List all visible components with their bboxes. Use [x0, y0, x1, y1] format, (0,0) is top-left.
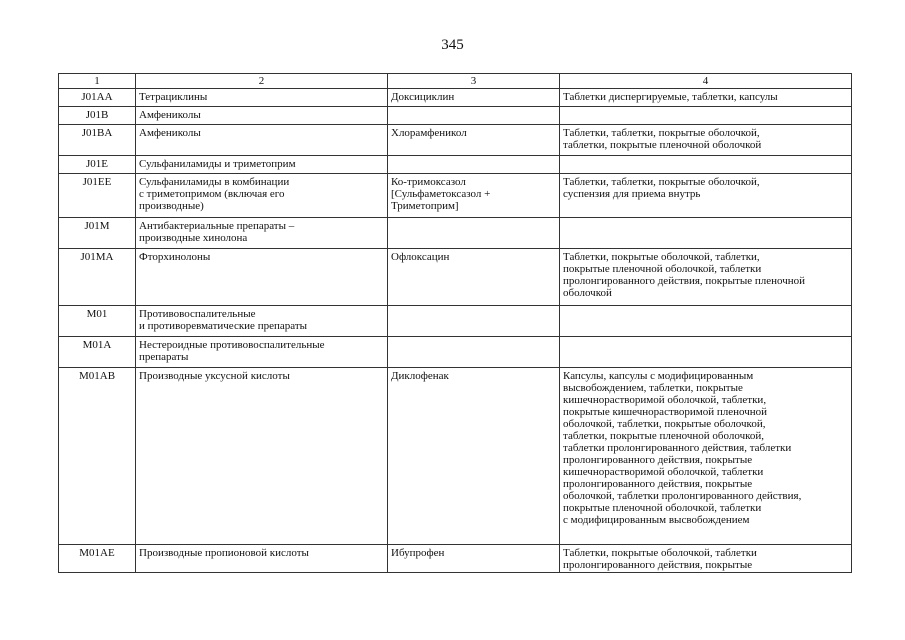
atc-code-cell: J01BA	[59, 125, 136, 156]
pharmacological-group-cell: Сульфаниламиды и триметоприм	[136, 156, 388, 174]
atc-code-cell: J01B	[59, 107, 136, 125]
header-cell-1: 1	[59, 74, 136, 89]
table-row	[59, 89, 852, 107]
table-row	[59, 545, 852, 573]
table-row	[59, 249, 852, 306]
pharmacological-group-cell: Амфениколы	[136, 125, 388, 156]
active-substance-cell	[388, 218, 560, 249]
pharmacological-group-cell: Антибактериальные препараты – производные хинолона	[136, 218, 388, 249]
table-row	[59, 368, 852, 545]
dosage-forms-cell	[560, 337, 852, 368]
atc-code-cell: M01AB	[59, 368, 136, 545]
active-substance-cell	[388, 107, 560, 125]
table-row	[59, 174, 852, 218]
atc-code-cell: M01	[59, 306, 136, 337]
table-header-row	[59, 74, 852, 89]
dosage-forms-cell	[560, 218, 852, 249]
pharmacological-group-cell: Тетрациклины	[136, 89, 388, 107]
active-substance-cell: Доксициклин	[388, 89, 560, 107]
active-substance-cell: Ко-тримоксазол [Сульфаметоксазол + Триметоприм]	[388, 174, 560, 218]
atc-code-cell: J01AA	[59, 89, 136, 107]
pharmacological-group-cell: Сульфаниламиды в комбинации с триметопримом (включая его производные)	[136, 174, 388, 218]
dosage-forms-cell: Таблетки диспергируемые, таблетки, капсулы	[560, 89, 852, 107]
table-row	[59, 125, 852, 156]
table-row	[59, 306, 852, 337]
atc-code-cell: J01E	[59, 156, 136, 174]
pharmacological-group-cell: Противовоспалительные и противоревматические препараты	[136, 306, 388, 337]
dosage-forms-cell: Таблетки, таблетки, покрытые оболочкой, суспензия для приема внутрь	[560, 174, 852, 218]
table-row	[59, 218, 852, 249]
atc-code-cell: M01AE	[59, 545, 136, 573]
header-cell-2: 2	[136, 74, 388, 89]
active-substance-cell: Диклофенак	[388, 368, 560, 545]
pharmacological-group-cell: Фторхинолоны	[136, 249, 388, 306]
active-substance-cell	[388, 156, 560, 174]
pharmacological-group-cell: Амфениколы	[136, 107, 388, 125]
active-substance-cell	[388, 306, 560, 337]
pharmacological-group-cell: Производные пропионовой кислоты	[136, 545, 388, 573]
atc-code-cell: M01A	[59, 337, 136, 368]
header-cell-3: 3	[388, 74, 560, 89]
dosage-forms-cell: Таблетки, покрытые оболочкой, таблетки пролонгированного действия, покрытые	[560, 545, 852, 573]
dosage-forms-cell	[560, 306, 852, 337]
active-substance-cell: Ибупрофен	[388, 545, 560, 573]
pharmacological-group-cell: Производные уксусной кислоты	[136, 368, 388, 545]
atc-code-cell: J01MA	[59, 249, 136, 306]
page-number: 345	[441, 37, 464, 53]
dosage-forms-cell: Таблетки, таблетки, покрытые оболочкой, таблетки, покрытые пленочной оболочкой	[560, 125, 852, 156]
atc-code-cell: J01EE	[59, 174, 136, 218]
dosage-forms-cell	[560, 156, 852, 174]
atc-code-cell: J01M	[59, 218, 136, 249]
drug-table-body	[59, 74, 852, 573]
active-substance-cell	[388, 337, 560, 368]
dosage-forms-cell	[560, 107, 852, 125]
table-row	[59, 107, 852, 125]
table-row	[59, 337, 852, 368]
pharmacological-group-cell: Нестероидные противовоспалительные препараты	[136, 337, 388, 368]
dosage-forms-cell: Таблетки, покрытые оболочкой, таблетки, покрытые пленочной оболочкой, таблетки пролонгированного действия, покрытые пленочной оболочкой	[560, 249, 852, 306]
active-substance-cell: Офлоксацин	[388, 249, 560, 306]
header-cell-4: 4	[560, 74, 852, 89]
dosage-forms-cell: Капсулы, капсулы с модифицированным высвобождением, таблетки, покрытые кишечнорастворимой оболочкой, таблетки, покрытые кишечнорастворимой пленочной оболочкой, таблетки, покрытые оболочкой, таблетки, покрытые пленочной оболочкой, таблетки пролонгированного действия, таблетки пролонгированного действия, покрытые кишечнорастворимой оболочкой, таблетки пролонгированного действия, покрытые оболочкой, таблетки пролонгированного действия, покрытые пленочной оболочкой, таблетки с модифицированным высвобождением	[560, 368, 852, 545]
drug-table	[58, 73, 852, 573]
table-row	[59, 156, 852, 174]
active-substance-cell: Хлорамфеникол	[388, 125, 560, 156]
